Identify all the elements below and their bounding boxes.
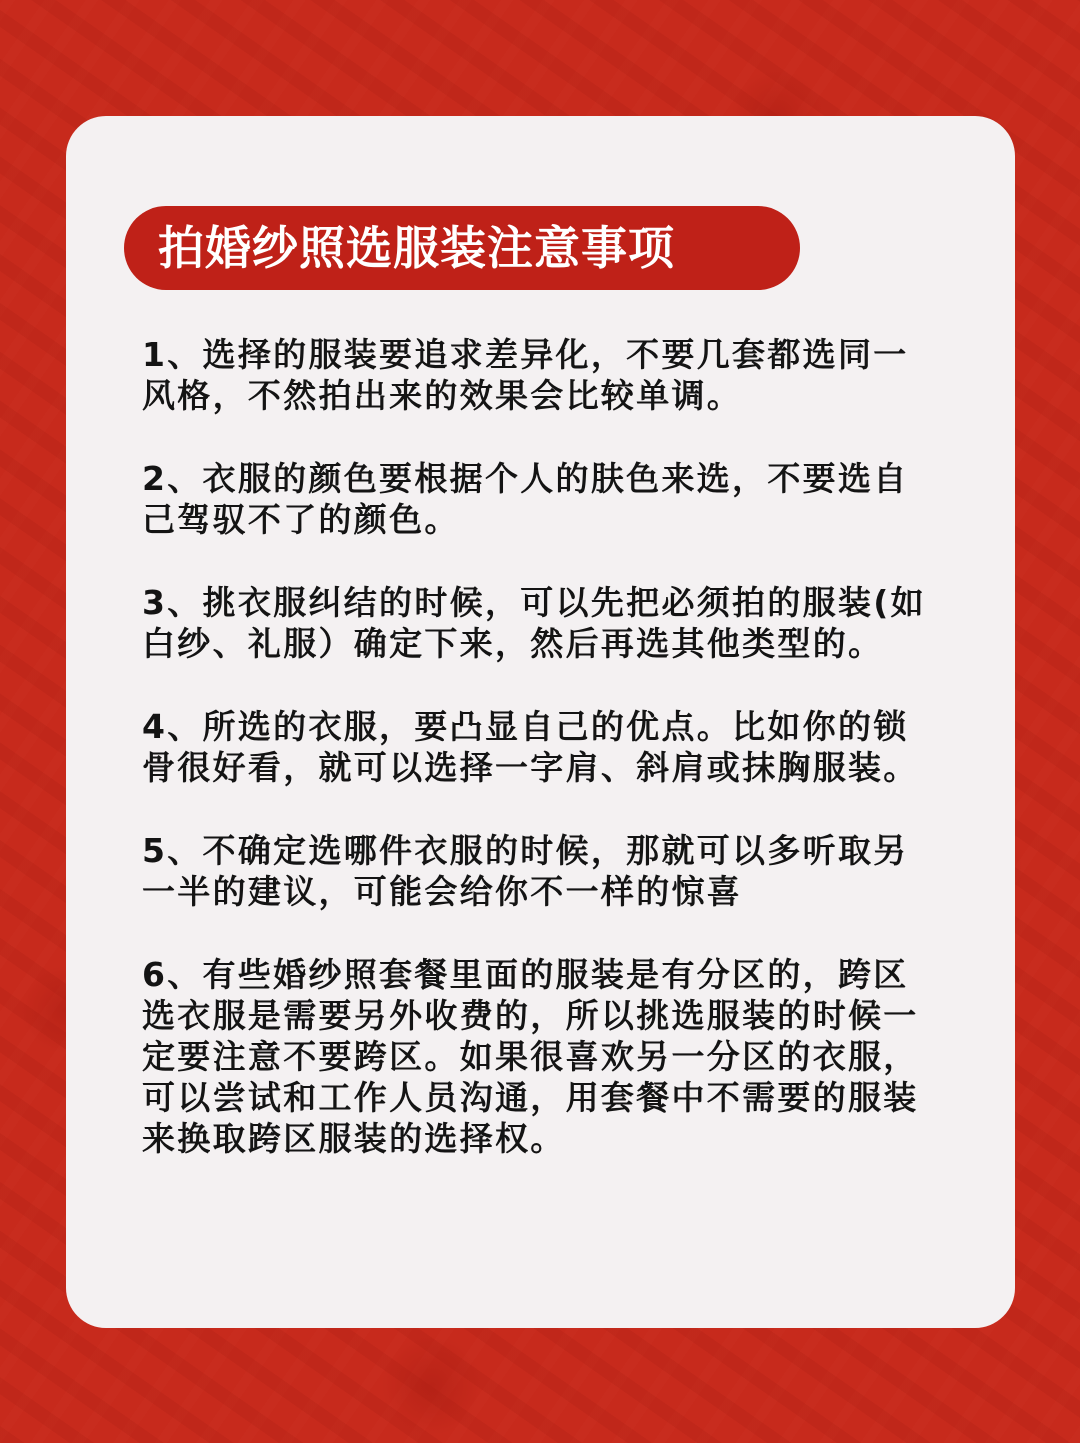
tip-item-6: 6、有些婚纱照套餐里面的服装是有分区的，跨区选衣服是需要另外收费的，所以挑选服装的时候一定要注意不要跨区。如果很喜欢另一分区的衣服，可以尝试和工作人员沟通，用套餐中不需要的服装来换取跨区服装的选择权。 <box>142 955 919 1158</box>
page-title: 拍婚纱照选服装注意事项 <box>158 221 675 275</box>
tip-item-1: 1、选择的服装要追求差异化，不要几套都选同一风格，不然拍出来的效果会比较单调。 <box>142 335 909 415</box>
tip-item-3: 3、挑衣服纠结的时候，可以先把必须拍的服装(如白纱、礼服）确定下来，然后再选其他类型的。 <box>142 583 926 663</box>
tip-item-2: 2、衣服的颜色要根据个人的肤色来选，不要选自己驾驭不了的颜色。 <box>142 459 909 539</box>
tips-list <box>142 334 942 1201</box>
tip-item-5: 5、不确定选哪件衣服的时候，那就可以多听取另一半的建议，可能会给你不一样的惊喜 <box>142 831 909 911</box>
tip-item-4: 4、所选的衣服，要凸显自己的优点。比如你的锁骨很好看，就可以选择一字肩、斜肩或抹胸服装。 <box>142 707 919 787</box>
title-banner <box>124 206 800 290</box>
content-card <box>66 116 1015 1328</box>
